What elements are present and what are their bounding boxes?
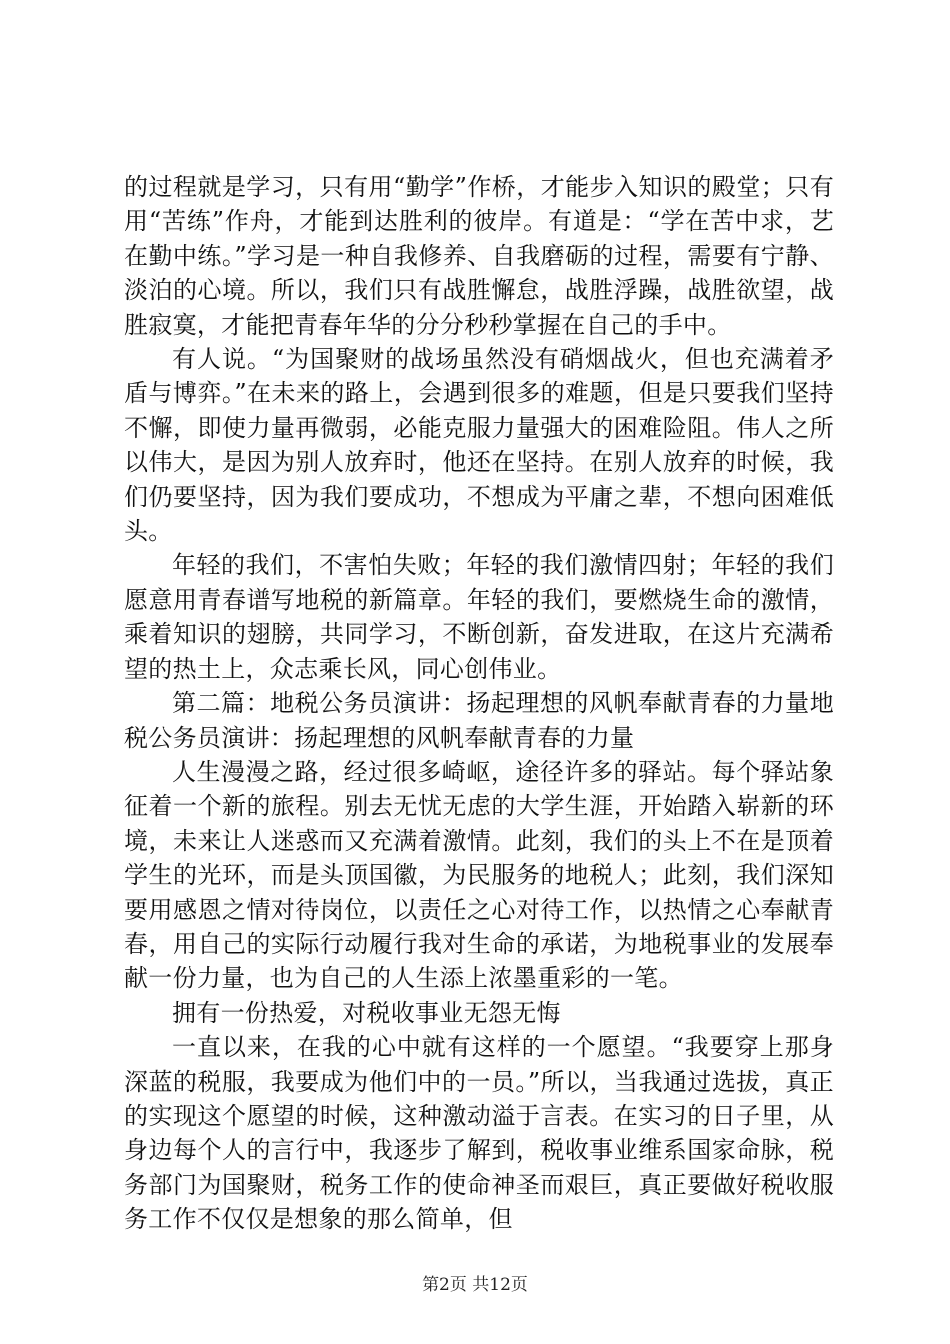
subheading: 拥有一份热爱，对税收事业无怨无悔: [172, 998, 561, 1027]
section-heading: 第二篇：地税公务员演讲：扬起理想的风帆奉献青春的力量地税公务员演讲：扬起理想的风帆奉献青春的力量: [124, 689, 834, 752]
paragraph: 有人说。“为国聚财的战场虽然没有硝烟战火，但也充满着矛盾与博弈。”在未来的路上，会遇到很多的难题，但是只要我们坚持不懈，即使力量再微弱，必能克服力量强大的困难险阻。伟人之所以伟大，是因为别人放弃时，他还在坚持。在别人放弃的时候，我们仍要坚持，因为我们要成功，不想成为平庸之辈，不想向困难低头。: [124, 345, 834, 546]
paragraph: 年轻的我们，不害怕失败；年轻的我们激情四射；年轻的我们愿意用青春谱写地税的新篇章。年轻的我们，要燃烧生命的激情，乘着知识的翅膀，共同学习，不断创新，奋发进取，在这片充满希望的热土上，众志乘长风，同心创伟业。: [124, 551, 834, 683]
paragraph: 人生漫漫之路，经过很多崎岖，途径许多的驿站。每个驿站象征着一个新的旅程。别去无忧无虑的大学生涯，开始踏入崭新的环境，未来让人迷惑而又充满着激情。此刻，我们的头上不在是顶着学生的光环，而是头顶国徽，为民服务的地税人；此刻，我们深知要用感恩之情对待岗位，以责任之心对待工作，以热情之心奉献青春，用自己的实际行动履行我对生命的承诺，为地税事业的发展奉献一份力量，也为自己的人生添上浓墨重彩的一笔。: [124, 757, 834, 993]
paragraph: 一直以来，在我的心中就有这样的一个愿望。“我要穿上那身深蓝的税服，我要成为他们中的一员。”所以，当我通过选拔，真正的实现这个愿望的时候，这种激动溢于言表。在实习的日子里，从身边每个人的言行中，我逐步了解到，税收事业维系国家命脉，税务部门为国聚财，税务工作的使命神圣而艰巨，真正要做好税收服务工作不仅仅是想象的那么简单，但: [124, 1033, 834, 1234]
paragraph: 的过程就是学习，只有用“勤学”作桥，才能步入知识的殿堂；只有用“苦练”作舟，才能到达胜利的彼岸。有道是：“学在苦中求，艺在勤中练。”学习是一种自我修养、自我磨砺的过程，需要有宁静、淡泊的心境。所以，我们只有战胜懈怠，战胜浮躁，战胜欲望，战胜寂寞，才能把青春年华的分分秒秒掌握在自己的手中。: [124, 173, 834, 339]
document-body: [124, 170, 834, 1237]
page-number-footer: 第2页 共12页: [422, 1275, 528, 1295]
